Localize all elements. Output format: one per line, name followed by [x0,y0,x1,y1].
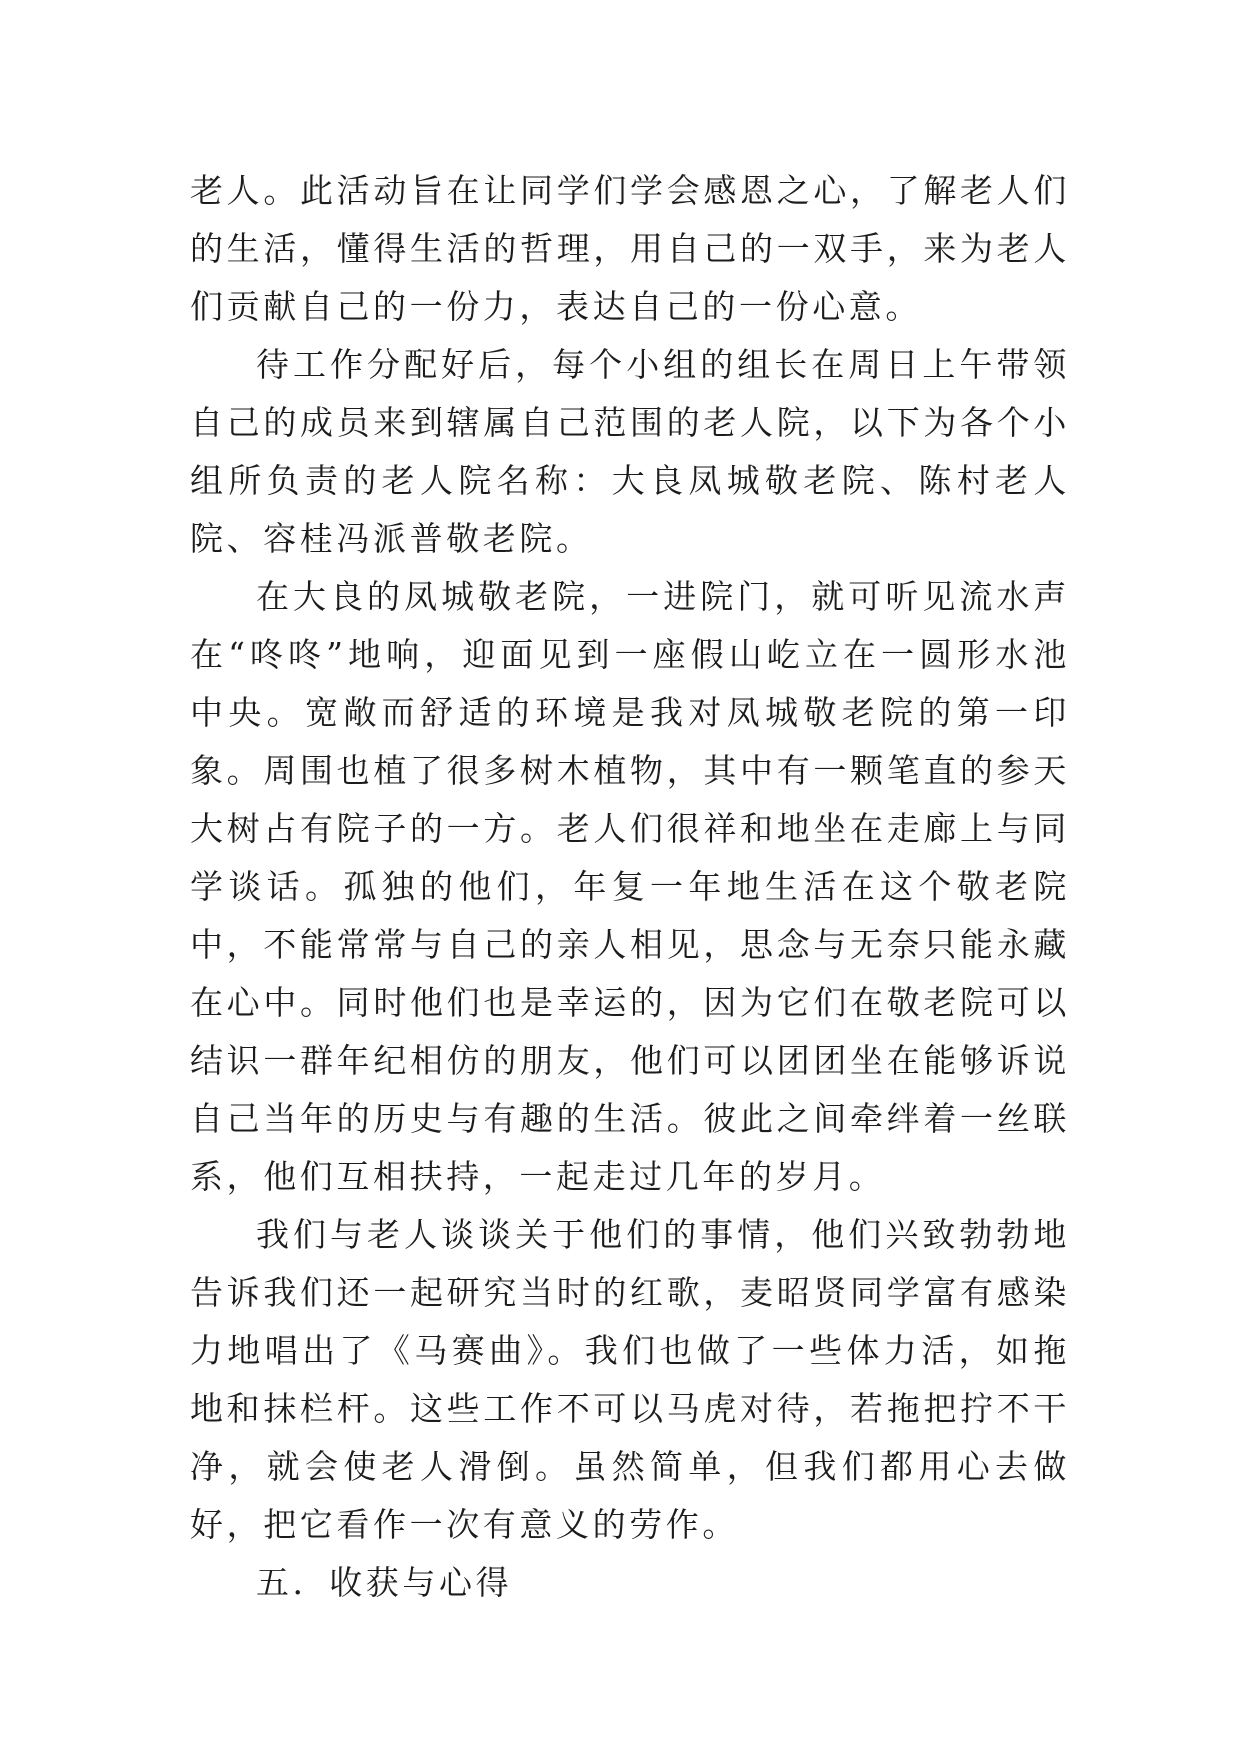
document-body [190,162,1070,1612]
section-heading: 五．收获与心得 [256,1563,513,1602]
paragraph-work-assignment: 待工作分配好后，每个小组的组长在周日上午带领自己的成员来到辖属自己范围的老人院，以下为各个小组所负责的老人院名称：大良凤城敬老院、陈村老人院、容桂冯派普敬老院。 [190,345,1070,558]
paragraph-continuation: 老人。此活动旨在让同学们学会感恩之心，了解老人们的生活，懂得生活的哲理，用自己的一双手，来为老人们贡献自己的一份力，表达自己的一份心意。 [190,171,1070,326]
paragraph-fengcheng-visit: 在大良的凤城敬老院，一进院门，就可听见流水声在“咚咚”地响，迎面见到一座假山屹立在一圆形水池中央。宽敞而舒适的环境是我对凤城敬老院的第一印象。周围也植了很多树木植物，其中有一颗笔直的参天大树占有院子的一方。老人们很祥和地坐在走廊上与同学谈话。孤独的他们，年复一年地生活在这个敬老院中，不能常常与自己的亲人相见，思念与无奈只能永藏在心中。同时他们也是幸运的，因为它们在敬老院可以结识一群年纪相仿的朋友，他们可以团团坐在能够诉说自己当年的历史与有趣的生活。彼此之间牵绊着一丝联系，他们互相扶持，一起走过几年的岁月。 [190,577,1070,1196]
paragraph-activities: 我们与老人谈谈关于他们的事情，他们兴致勃勃地告诉我们还一起研究当时的红歌，麦昭贤同学富有感染力地唱出了《马赛曲》。我们也做了一些体力活，如拖地和抹栏杆。这些工作不可以马虎对待，若拖把拧不干净，就会使老人滑倒。虽然简单，但我们都用心去做好，把它看作一次有意义的劳作。 [190,1215,1070,1544]
